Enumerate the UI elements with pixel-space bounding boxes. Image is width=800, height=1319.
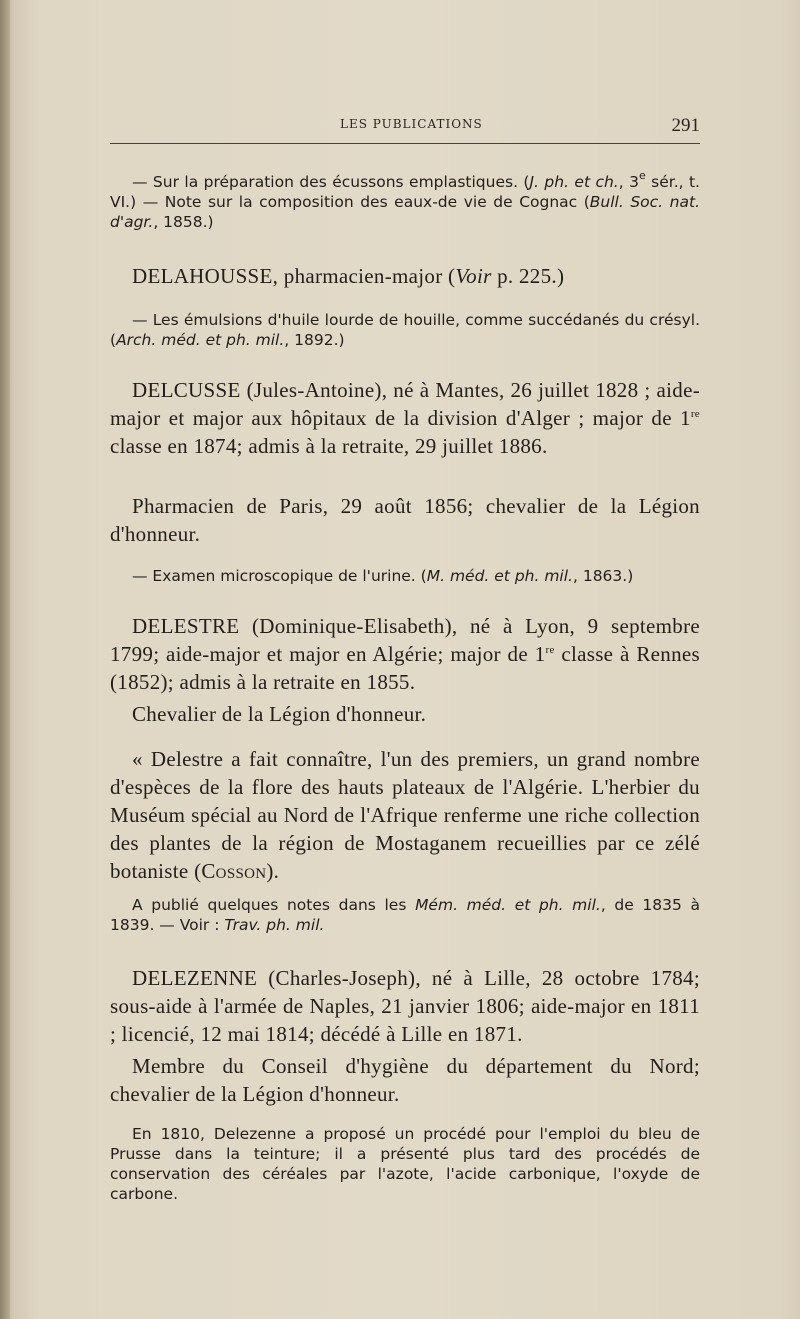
superscript: re: [545, 644, 555, 656]
entry-name: DELESTRE: [132, 614, 240, 638]
publication-delezenne: [110, 1124, 700, 1204]
publication-delahousse: [110, 310, 700, 350]
publication-delestre: [110, 895, 700, 935]
text: , 1858.): [153, 213, 214, 231]
text: , 1892.): [284, 331, 345, 349]
entry-text: (Jules-Antoine), né à Mantes, 26 juillet 1828 ; aide-major et major aux hôpitaux de la division d'Alger ; major de 1: [110, 378, 700, 430]
text: , 1863.): [572, 567, 634, 585]
entry-delcusse-para2: [110, 492, 700, 548]
quote-text: « Delestre a fait connaître, l'un des premiers, un grand nombre d'espèces de la flore des hauts plateaux de l'Algérie. L'herbier du Muséum spécial au Nord de l'Afrique renferme une riche collection des plantes de la région de Mostaganem recueillies par ce zélé botaniste (: [110, 747, 700, 883]
superscript: e: [638, 169, 646, 182]
cross-reference: Voir: [455, 264, 492, 288]
journal-title: Mém. méd. et ph. mil.: [415, 896, 601, 914]
header-rule: [110, 143, 700, 144]
entry-delezenne: [110, 964, 700, 1048]
entry-text: (Dominique-Elisabeth), né à Lyon, 9 septembre 1799; aide-major et major en Algérie; major de 1: [110, 614, 700, 666]
entry-text: , pharmacien-major (: [272, 264, 456, 288]
journal-title: Bull. Soc. nat. d'agr.: [110, 193, 700, 231]
entry-name: DELAHOUSSE: [132, 264, 273, 288]
text: A publié quelques notes dans les: [132, 896, 416, 914]
quote-text: ).: [266, 859, 280, 883]
page-header: [110, 115, 700, 139]
text: En 1810, Delezenne a proposé un procédé pour l'emploi du bleu de Prusse dans la teinture; il a présenté plus tard des procédés de conservation des céréales par l'azote, l'acide carbonique, l'oxyde de carbone.: [110, 1125, 700, 1203]
text: — Sur la préparation des écussons emplastiques. (: [132, 173, 530, 191]
text: , 3: [618, 173, 639, 191]
entry-text: Pharmacien de Paris, 29 août 1856; chevalier de la Légion d'honneur.: [110, 494, 700, 546]
text: , de 1835 à 1839. — Voir :: [110, 896, 701, 934]
text: — Les émulsions d'huile lourde de houille, comme succédanés du crésyl. (: [110, 311, 700, 349]
journal-title: M. méd. et ph. mil.: [426, 567, 573, 585]
entry-text: p. 225.): [491, 264, 565, 288]
entry-delezenne-para2: [110, 1052, 700, 1108]
entry-name: DELEZENNE: [132, 966, 258, 990]
text: — Examen microscopique de l'urine. (: [132, 567, 427, 585]
publication-note-ecussons: [110, 169, 700, 232]
quote-author: Cosson: [201, 859, 267, 883]
entry-text: Membre du Conseil d'hygiène du département du Nord; chevalier de la Légion d'honneur.: [110, 1054, 700, 1106]
page-number: 291: [671, 115, 700, 136]
journal-title: Trav. ph. mil.: [224, 916, 325, 934]
text: sér., t. VI.) — Note sur la composition des eaux-de vie de Cognac (: [110, 173, 700, 211]
book-spine-shadow: [0, 0, 10, 1319]
entry-text: classe en 1874; admis à la retraite, 29 juillet 1886.: [110, 434, 548, 458]
running-head: LES PUBLICATIONS: [340, 117, 483, 131]
entry-text: (Charles-Joseph), né à Lille, 28 octobre 1784; sous-aide à l'armée de Naples, 21 janvier 1806; aide-major en 1811 ; licencié, 12 mai 1814; décédé à Lille en 1871.: [110, 966, 700, 1046]
superscript: re: [690, 408, 700, 420]
journal-title: Arch. méd. et ph. mil.: [116, 331, 285, 349]
entry-text: classe à Rennes (1852); admis à la retraite en 1855.: [110, 642, 700, 694]
entry-delestre-para2: [110, 700, 700, 728]
publication-delcusse: [110, 566, 700, 586]
entry-name: DELCUSSE: [132, 378, 241, 402]
entry-delahousse: [110, 262, 700, 290]
journal-title: J. ph. et ch.: [529, 173, 619, 191]
entry-delestre-quote: [110, 745, 700, 885]
entry-delestre: [110, 612, 700, 696]
entry-delcusse: [110, 376, 700, 460]
entry-text: Chevalier de la Légion d'honneur.: [132, 702, 427, 726]
